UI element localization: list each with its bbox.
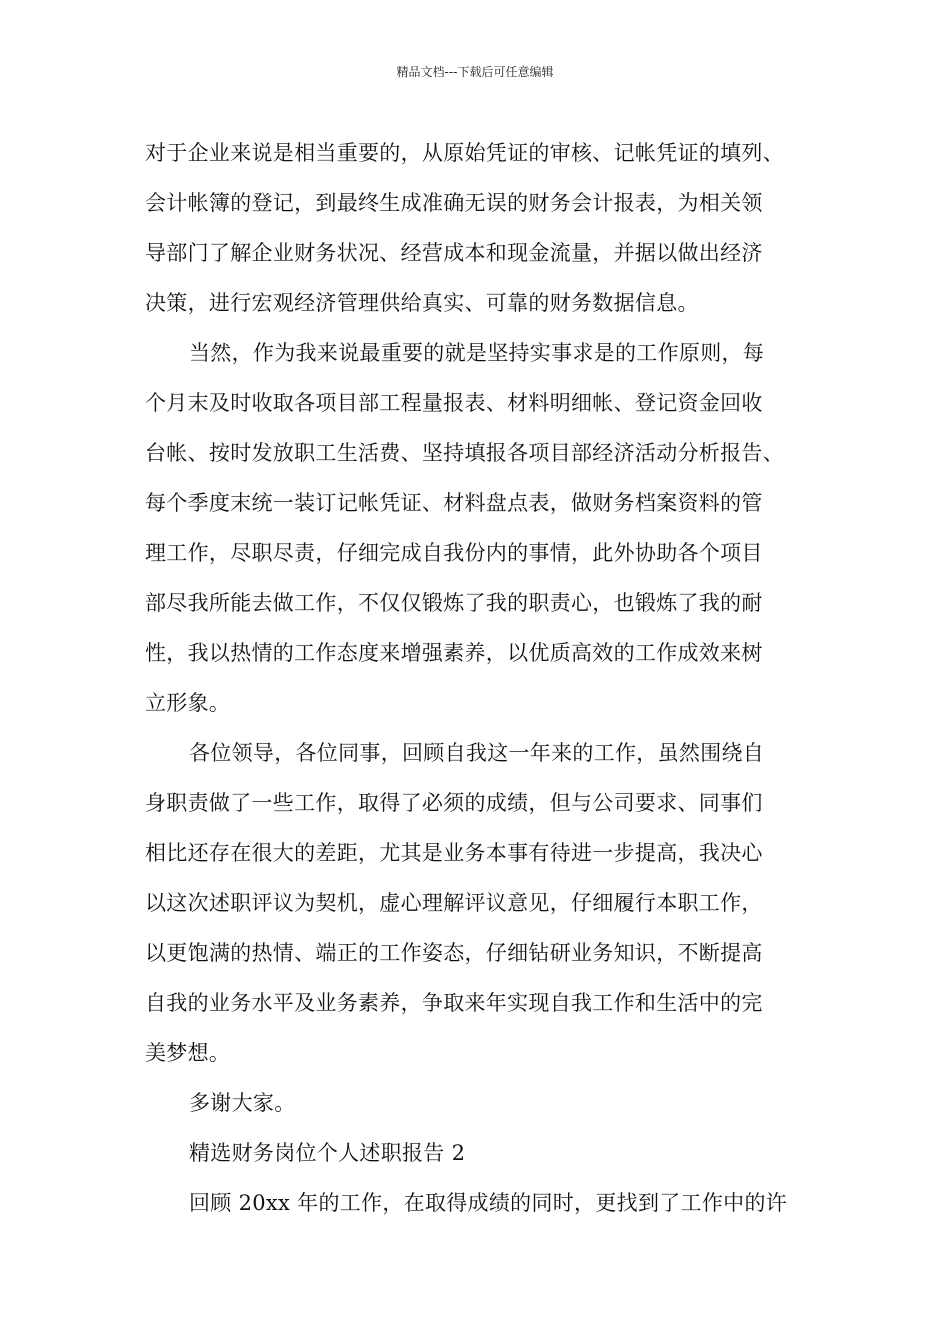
text-line: 以这次述职评议为契机，虚心理解评议意见，仔细履行本职工作， — [145, 891, 763, 915]
text-line: 导部门了解企业财务状况、经营成本和现金流量，并据以做出经济 — [145, 241, 763, 265]
text-line: 部尽我所能去做工作，不仅仅锻炼了我的职责心，也锻炼了我的耐 — [145, 591, 763, 615]
text-line: 理工作，尽职尽责，仔细完成自我份内的事情，此外协助各个项目 — [145, 541, 763, 565]
text-line: 性，我以热情的工作态度来增强素养，以优质高效的工作成效来树 — [145, 641, 763, 665]
text-line: 立形象。 — [145, 691, 231, 715]
document-body — [145, 128, 825, 1228]
text-line: 以更饱满的热情、端正的工作姿态，仔细钻研业务知识，不断提高 — [145, 941, 763, 965]
text-line: 自我的业务水平及业务素养，争取来年实现自我工作和生活中的完 — [145, 991, 763, 1015]
text-line: 台帐、按时发放职工生活费、坚持填报各项目部经济活动分析报告、 — [145, 441, 784, 465]
text-line: 相比还存在很大的差距，尤其是业务本事有待进一步提高，我决心 — [145, 841, 763, 865]
text-line: 决策，进行宏观经济管理供给真实、可靠的财务数据信息。 — [145, 291, 699, 315]
text-line: 精选财务岗位个人述职报告 2 — [189, 1141, 466, 1165]
text-line: 个月末及时收取各项目部工程量报表、材料明细帐、登记资金回收 — [145, 391, 763, 415]
text-line: 每个季度末统一装订记帐凭证、材料盘点表，做财务档案资料的管 — [145, 491, 763, 515]
text-line: 多谢大家。 — [189, 1091, 296, 1115]
text-line: 身职责做了一些工作，取得了必须的成绩，但与公司要求、同事们 — [145, 791, 763, 815]
text-line: 对于企业来说是相当重要的，从原始凭证的审核、记帐凭证的填列、 — [145, 141, 784, 165]
text-line: 回顾 20xx 年的工作，在取得成绩的同时，更找到了工作中的许 — [189, 1191, 788, 1215]
text-line: 当然，作为我来说最重要的就是坚持实事求是的工作原则，每 — [189, 341, 765, 365]
text-line: 会计帐簿的登记，到最终生成准确无误的财务会计报表，为相关领 — [145, 191, 763, 215]
text-line: 各位领导，各位同事，回顾自我这一年来的工作，虽然围绕自 — [189, 741, 765, 765]
page-header: 精品文档---下载后可任意编辑 — [396, 65, 554, 79]
text-line: 美梦想。 — [145, 1041, 231, 1065]
